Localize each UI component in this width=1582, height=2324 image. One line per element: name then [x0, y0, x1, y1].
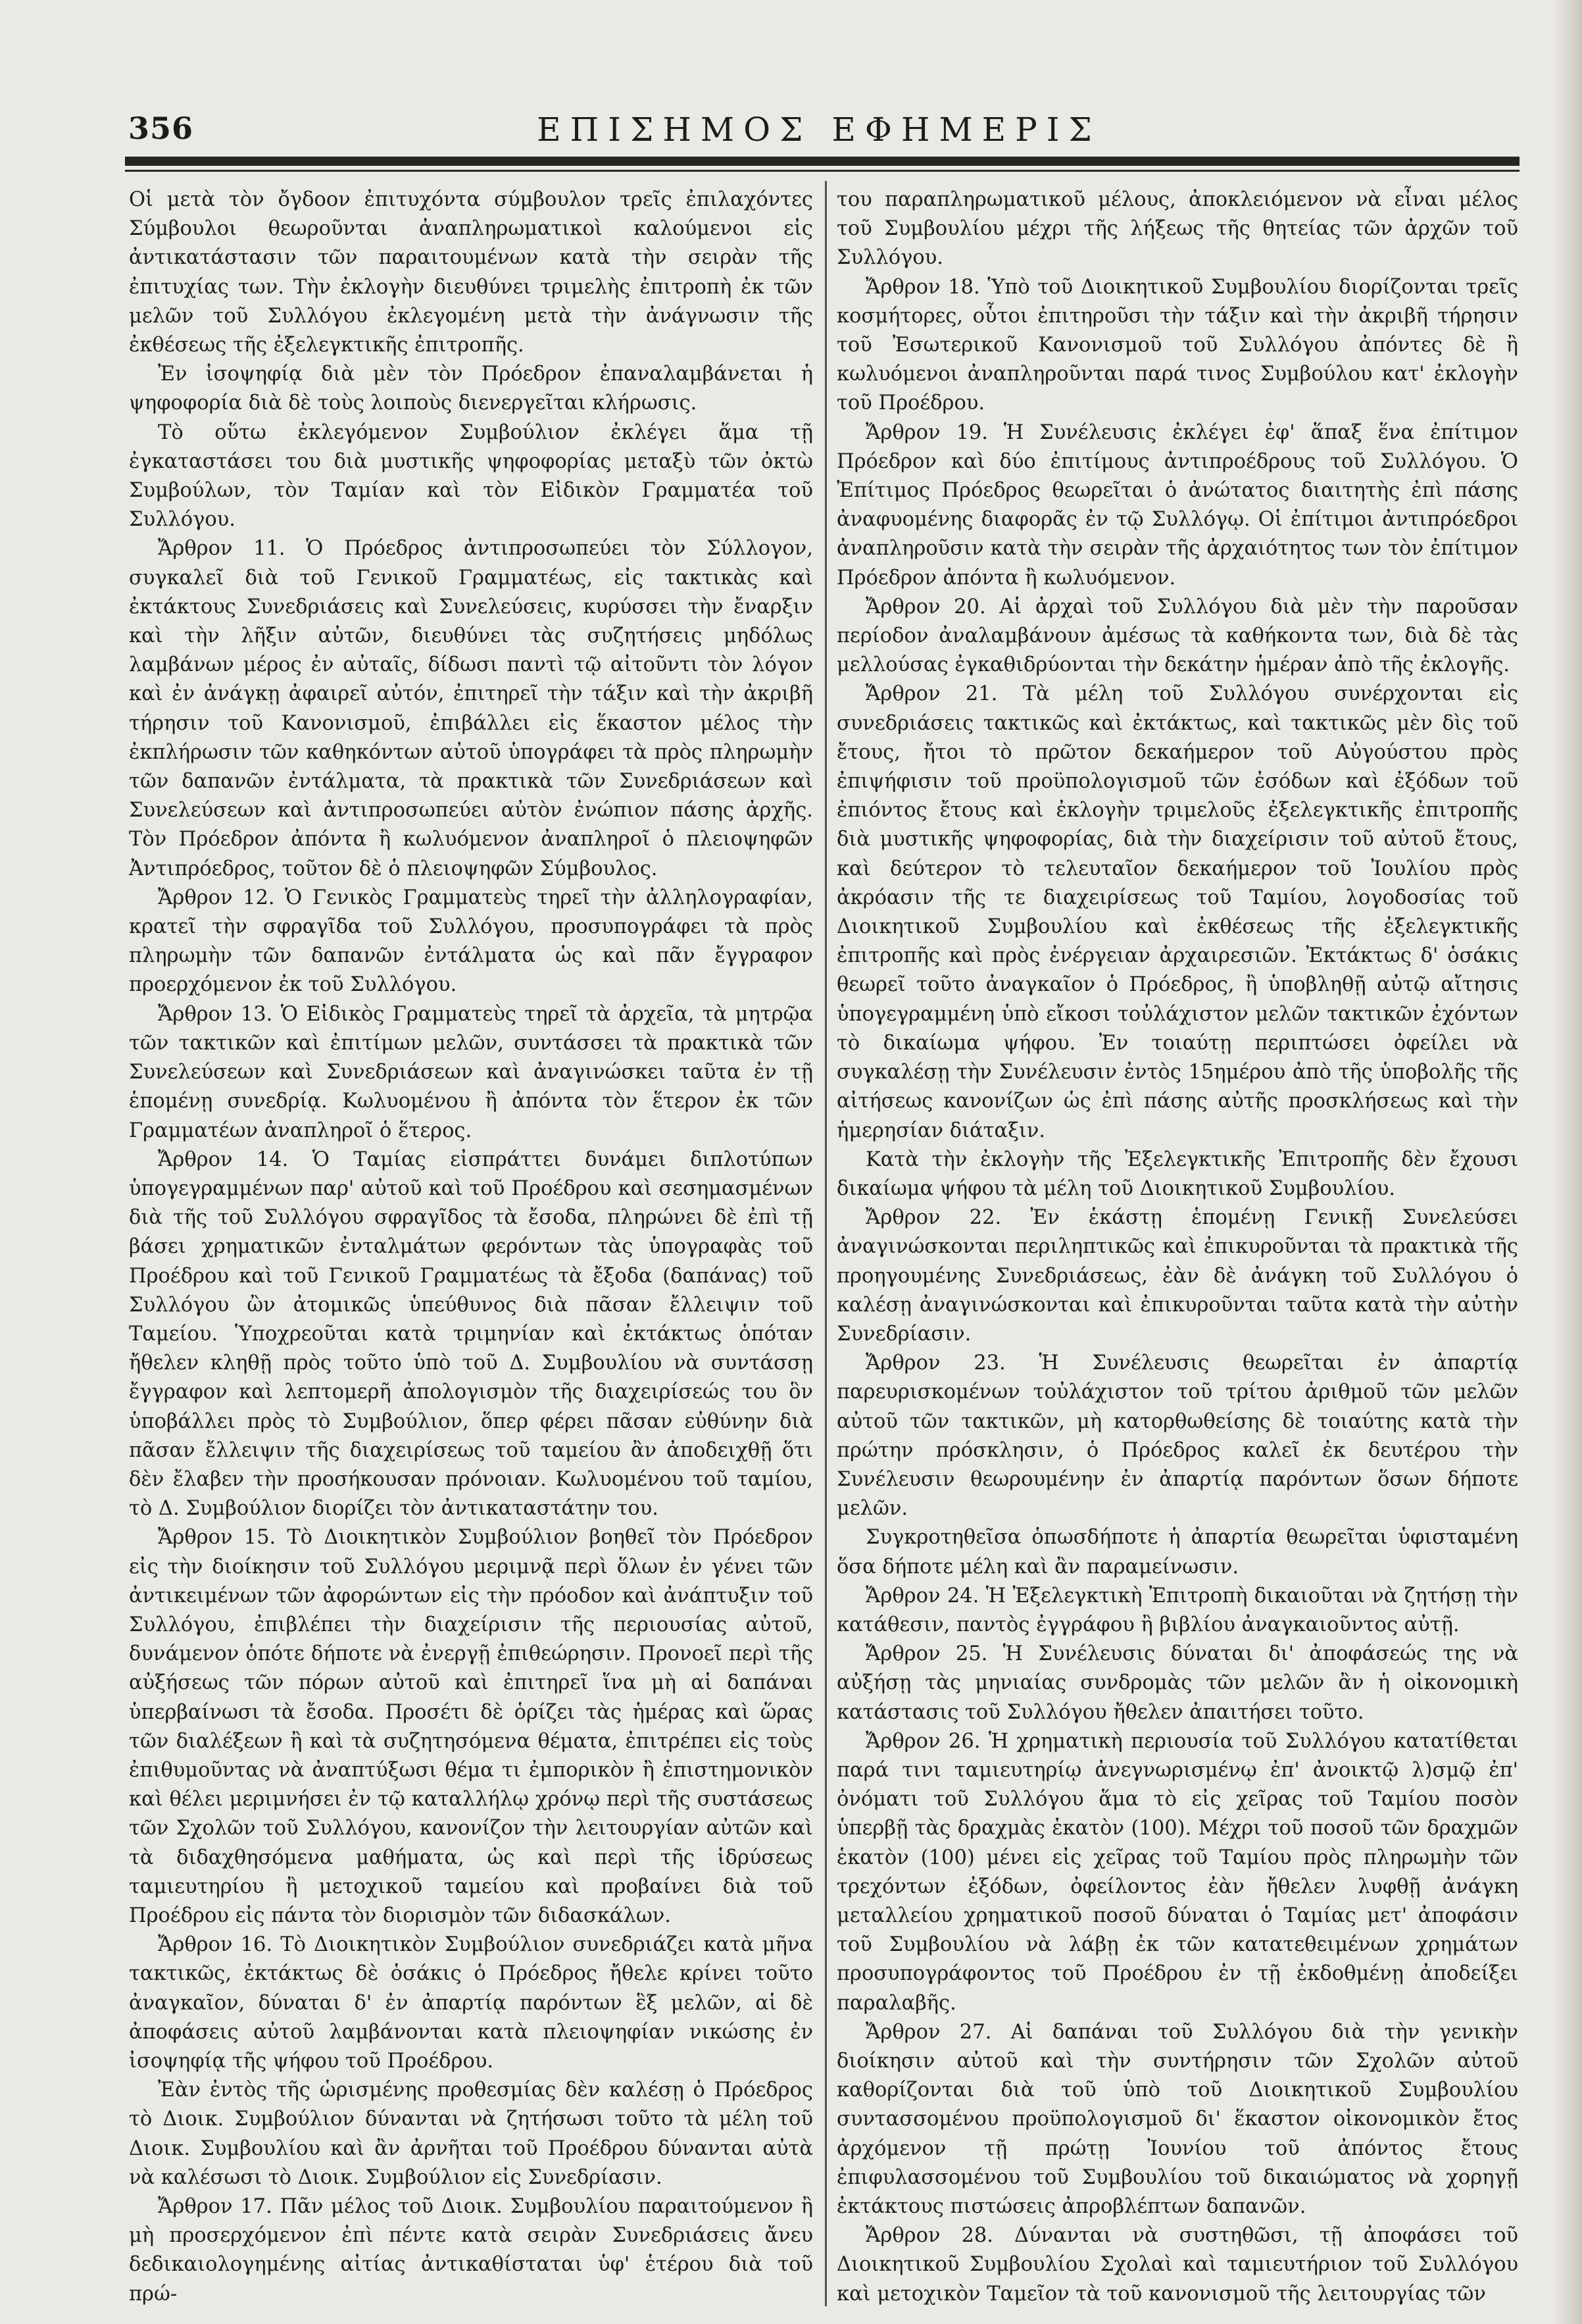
- paragraph: του παραπληρωματικοῦ μέλους, ἀποκλειόμενον νὰ εἶναι μέλος τοῦ Συμβουλίου μέχρι τῆς λήξεως τῆς θητείας τῶν ἀρχῶν τοῦ Συλλόγου.: [837, 188, 1518, 270]
- paragraph: Ἄρθρον 11. Ὁ Πρόεδρος ἀντιπροσωπεύει τὸν Σύλλογον, συγκαλεῖ διὰ τοῦ Γενικοῦ Γραμματέως, εἰς τακτικὰς καὶ ἐκτάκτους Συνεδριάσεις καὶ Συνελεύσεις, κυρύσσει τὴν ἔναρξιν καὶ τὴν λῆξιν αὐτῶν, διευθύνει τὰς συζητήσεις μηδόλως λαμβάνων μέρος ἐν αὐταῖς, δίδωσι παντὶ τῷ αἰτοῦντι τὸν λόγον καὶ ἐν ἀνάγκῃ ἀφαιρεῖ αὐτόν, ἐπιτηρεῖ τὴν τάξιν καὶ τὴν ἀκριβῆ τήρησιν τοῦ Κανονισμοῦ, ἐπιβάλλει εἰς ἕκαστον μέλος τὴν ἐκπλήρωσιν τῶν καθηκόντων αὐτοῦ ὑπογράφει τὰ πρὸς πληρωμὴν τῶν δαπανῶν ἐντάλματα, τὰ πρακτικὰ τῶν Συνεδριάσεων καὶ Συνελεύσεων καὶ ἀντιπροσωπεύει αὐτὸν ἐνώπιον πάσης ἀρχῆς. Τὸν Πρόεδρον ἀπόντα ἢ κωλυόμενον ἀναπληροῖ ὁ πλειοψηφῶν Ἀντιπρόεδρος, τοῦτον δὲ ὁ πλειοψηφῶν Σύμβουλος.: [129, 537, 813, 880]
- page-header: [115, 105, 1523, 158]
- paragraph: Ἄρθρον 22. Ἐν ἑκάστῃ ἑπομένῃ Γενικῇ Συνελεύσει ἀναγινώσκονται περιληπτικῶς καὶ ἐπικυροῦνται τὰ πρακτικὰ τῆς προηγουμένης Συνεδριάσεως, ἐὰν δὲ ἀνάγκη τοῦ Συλλόγου ὁ καλέσῃ ἀναγινώσκονται καὶ ἐπικυροῦνται ταῦτα κατὰ τὴν αὐτὴν Συνεδρίασιν.: [837, 1206, 1518, 1346]
- paragraph: Κατὰ τὴν ἐκλογὴν τῆς Ἐξελεγκτικῆς Ἐπιτροπῆς δὲν ἔχουσι δικαίωμα ψήφου τὰ μέλη τοῦ Διοικητικοῦ Συμβουλίου.: [837, 1148, 1518, 1200]
- paragraph: Ἄρθρον 17. Πᾶν μέλος τοῦ Διοικ. Συμβουλίου παραιτούμενον ἢ μὴ προσερχόμενον ἐπὶ πέντε κατὰ σειρὰν Συνεδριάσεις ἄνευ δεδικαιολογημένης αἰτίας ἀντικαθίσταται ὑφ' ἑτέρου διὰ τοῦ πρώ-: [129, 2195, 813, 2306]
- paragraph: Ἄρθρον 19. Ἡ Συνέλευσις ἐκλέγει ἐφ' ἅπαξ ἕνα ἐπίτιμον Πρόεδρον καὶ δύο ἐπιτίμους ἀντιπροέδρους τοῦ Συλλόγου. Ὁ Ἐπίτιμος Πρόεδρος θεωρεῖται ὁ ἀνώτατος διαιτητὴς ἐπὶ πάσης ἀναφυομένης διαφορᾶς ἐν τῷ Συλλόγῳ. Οἱ ἐπίτιμοι ἀντιπρόεδροι ἀναπληροῦσιν κατὰ τὴν σειρὰν τῆς ἀρχαιότητος των τὸν ἐπίτιμον Πρόεδρον ἀπόντα ἢ κωλυόμενον.: [837, 420, 1518, 590]
- left-column: [129, 186, 813, 2311]
- paragraph: Ἄρθρον 27. Αἱ δαπάναι τοῦ Συλλόγου διὰ τὴν γενικὴν διοίκησιν αὐτοῦ καὶ τὴν συντήρησιν τῶν Σχολῶν αὐτοῦ καθορίζονται διὰ τοῦ ὑπὸ τοῦ Διοικητικοῦ Συμβουλίου συντασσομένου προϋπολογισμοῦ δι' ἕκαστον οἰκονομικὸν ἔτος ἀρχόμενον τῇ πρώτῃ Ἰουνίου τοῦ ἀπόντος ἔτους ἐπιφυλασσομένου τοῦ Συμβουλίου τοῦ δικαιώματος νὰ χορηγῇ ἐκτάκτους πιστώσεις ἀπροβλέπτων δαπανῶν.: [837, 2020, 1518, 2219]
- paragraph: Ἄρθρον 24. Ἡ Ἐξελεγκτικὴ Ἐπιτροπὴ δικαιοῦται νὰ ζητήσῃ τὴν κατάθεσιν, παντὸς ἐγγράφου ἢ βιβλίου ἀναγκαιοῦντος αὐτῇ.: [837, 1584, 1518, 1636]
- paragraph: Ἄρθρον 18. Ὑπὸ τοῦ Διοικητικοῦ Συμβουλίου διορίζονται τρεῖς κοσμήτορες, οὗτοι ἐπιτηροῦσι τὴν τάξιν καὶ τὴν ἀκριβῆ τήρησιν τοῦ Ἐσωτερικοῦ Κανονισμοῦ τοῦ Συλλόγου ἀπόντες δὲ ἢ κωλυόμενοι ἀναπληροῦνται παρά τινος Συμβούλου κατ' ἐκλογὴν τοῦ Προέδρου.: [837, 275, 1518, 415]
- paragraph: Ἄρθρον 26. Ἡ χρηματικὴ περιουσία τοῦ Συλλόγου κατατίθεται παρά τινι ταμιευτηρίῳ ἀνεγνωρισμένῳ ἐπ' ἀνοικτῷ λ)σμῷ ἐπ' ὀνόματι τοῦ Συλλόγου ἅμα τὸ εἰς χεῖρας τοῦ Ταμίου ποσὸν ὑπερβῇ τὰς δραχμὰς ἑκατὸν (100). Μέχρι τοῦ ποσοῦ τῶν δραχμῶν ἑκατὸν (100) μένει εἰς χεῖρας τοῦ Ταμίου πρὸς πληρωμὴν τῶν τρεχόντων ἐξόδων, ὀφείλοντος ἐὰν ἤθελεν λυφθῇ ἀνάγκη μεταλλείου χρηματικοῦ ποσοῦ δύναται ὁ Ταμίας μετ' ἀποφάσιν τοῦ Συμβουλίου νὰ λάβῃ ἐκ τῶν κατατεθειμένων χρημάτων προσυπογράφοντος τοῦ Προέδρου ἐν τῇ ἐκδοθμένῃ ἀποδείξει παραλαβῆς.: [837, 1729, 1518, 2015]
- paragraph: Οἱ μετὰ τὸν ὄγδοον ἐπιτυχόντα σύμβουλον τρεῖς ἐπιλαχόντες Σύμβουλοι θεωροῦνται ἀναπληρωματικοὶ καλούμενοι εἰς ἀντικατάστασιν τῶν παραιτουμένων κατὰ τὴν σειρὰν τῆς ἐπιτυχίας των. Τὴν ἐκλογὴν διευθύνει τριμελὴς ἐπιτροπὴ ἐκ τῶν μελῶν τοῦ Συλλόγου ἐκλεγομένη μετὰ τὴν ἀνάγνωσιν τῆς ἐκθέσεως τῆς ἐξελεγκτικῆς ἐπιτροπῆς.: [129, 188, 813, 357]
- paragraph: Ἄρθρον 13. Ὁ Εἰδικὸς Γραμματεὺς τηρεῖ τὰ ἀρχεῖα, τὰ μητρῷα τῶν τακτικῶν καὶ ἐπιτίμων μελῶν, συντάσσει τὰ πρακτικὰ τῶν Συνελεύσεων καὶ Συνεδριάσεων καὶ ἀναγινώσκει ταῦτα ἐν τῇ ἑπομένῃ συνεδρίᾳ. Κωλυομένου ἢ ἀπόντα τὸν ἕτερον ἐκ τῶν Γραμματέων ἀναπληροῖ ὁ ἕτερος.: [129, 1002, 813, 1142]
- paragraph: Ἄρθρον 15. Τὸ Διοικητικὸν Συμβούλιον βοηθεῖ τὸν Πρόεδρον εἰς τὴν διοίκησιν τοῦ Συλλόγου μεριμνᾷ περὶ ὅλων ἐν γένει τῶν ἀντικειμένων τῶν ἀφορώντων εἰς τὴν πρόοδον καὶ ἀνάπτυξιν τοῦ Συλλόγου, ἐπιβλέπει τὴν διαχείρισιν τῆς περιουσίας αὐτοῦ, δυνάμενον ὁπότε δήποτε νὰ ἐνεργῇ ἐπιθεώρησιν. Προνοεῖ περὶ τῆς αὐξήσεως τῶν πόρων αὐτοῦ καὶ ἐπιτηρεῖ ἵνα μὴ αἱ δαπάναι ὑπερβαίνωσι τὰ ἔσοδα. Προσέτι δὲ ὁρίζει τὰς ἡμέρας καὶ ὥρας τῶν διαλέξεων ἢ καὶ τὰ συζητησόμενα θέματα, ἐπιτρέπει εἰς τοὺς ἐπιθυμοῦντας νὰ ἀναπτύξωσι θέμα τι ἐμπορικὸν ἢ ἐπιστημονικὸν καὶ θέλει μεριμνήσει ἐν τῷ καταλλήλῳ χρόνῳ περὶ τῆς συστάσεως τῶν Σχολῶν τοῦ Συλλόγου, κανονίζον τὴν λειτουργίαν αὐτῶν καὶ τὰ διδαχθησόμενα μαθήματα, ὡς καὶ περὶ τῆς ἱδρύσεως ταμιευτηρίου ἢ μετοχικοῦ ταμείου καὶ προβαίνει διὰ τοῦ Προέδρου εἰς πάντα τὸν διορισμὸν τῶν διδασκάλων.: [129, 1526, 813, 1927]
- right-column: [837, 186, 1518, 2311]
- paragraph: Ἄρθρον 20. Αἱ ἀρχαὶ τοῦ Συλλόγου διὰ μὲν τὴν παροῦσαν περίοδον ἀναλαμβάνουν ἀμέσως τὰ καθήκοντα των, διὰ δὲ τὰς μελλούσας ἐγκαθιδρύονται τὴν δεκάτην ἡμέραν ἀπὸ τῆς ἐκλογῆς.: [837, 595, 1518, 677]
- paragraph: Ἐν ἰσοψηφίᾳ διὰ μὲν τὸν Πρόεδρον ἐπαναλαμβάνεται ἡ ψηφοφορία διὰ δὲ τοὺς λοιποὺς διενεργεῖται κλήρωσις.: [129, 363, 813, 415]
- header-rule-thick: [125, 157, 1520, 166]
- paragraph: Ἄρθρον 12. Ὁ Γενικὸς Γραμματεὺς τηρεῖ τὴν ἀλληλογραφίαν, κρατεῖ τὴν σφραγῖδα τοῦ Συλλόγου, προσυπογράφει τὰ πρὸς πληρωμὴν τῶν δαπανῶν ἐντάλματα ὡς καὶ πᾶν ἔγγραφον προερχόμενον ἐκ τοῦ Συλλόγου.: [129, 886, 813, 997]
- paragraph: Ἄρθρον 28. Δύνανται νὰ συστηθῶσι, τῇ ἀποφάσει τοῦ Διοικητικοῦ Συμβουλίου Σχολαὶ καὶ ταμιευτήριον τοῦ Συλλόγου καὶ μετοχικὸν Ταμεῖον τὰ τοῦ κανονισμοῦ τῆς λειτουργίας τῶν: [837, 2224, 1518, 2306]
- header-rule-thin: [125, 170, 1520, 172]
- column-divider: [825, 181, 827, 2306]
- paragraph: Ἐὰν ἐντὸς τῆς ὡρισμένης προθεσμίας δὲν καλέσῃ ὁ Πρόεδρος τὸ Διοικ. Συμβούλιον δύνανται νὰ ζητήσωσι τοῦτο τὰ μέλη τοῦ Διοικ. Συμβουλίου καὶ ἂν ἀρνῆται τοῦ Προέδρου δύνανται αὐτὰ νὰ καλέσωσι τὸ Διοικ. Συμβούλιον εἰς Συνεδρίασιν.: [129, 2079, 813, 2189]
- paragraph: Ἄρθρον 23. Ἡ Συνέλευσις θεωρεῖται ἐν ἀπαρτίᾳ παρευρισκομένων τοὐλάχιστον τοῦ τρίτου ἀριθμοῦ τῶν μελῶν αὐτοῦ τῶν τακτικῶν, μὴ κατορθωθείσης δὲ τοιαύτης κατὰ τὴν πρώτην πρόσκλησιν, ὁ Πρόεδρος καλεῖ ἐκ δευτέρου τὴν Συνέλευσιν θεωρουμένην ἐν ἀπαρτίᾳ παρόντων ὅσων δήποτε μελῶν.: [837, 1351, 1518, 1521]
- paragraph: Συγκροτηθεῖσα ὁπωσδήποτε ἡ ἀπαρτία θεωρεῖται ὑφισταμένη ὅσα δήποτε μέλη καὶ ἂν παραμείνωσιν.: [837, 1526, 1518, 1579]
- paragraph: Ἄρθρον 14. Ὁ Ταμίας εἰσπράττει δυνάμει διπλοτύπων ὑπογεγραμμένων παρ' αὐτοῦ καὶ τοῦ Προέδρου καὶ σεσημασμένων διὰ τῆς τοῦ Συλλόγου σφραγῖδος τὰ ἔσοδα, πληρώνει δὲ ἐπὶ τῇ βάσει χρηματικῶν ἐνταλμάτων φερόντων τὰς ὑπογραφὰς τοῦ Προέδρου καὶ τοῦ Γενικοῦ Γραμματέως τὰ ἔξοδα (δαπάνας) τοῦ Συλλόγου ὢν ἀτομικῶς ὑπεύθυνος διὰ πᾶσαν ἔλλειψιν τοῦ Ταμείου. Ὑποχρεοῦται κατὰ τριμηνίαν καὶ ἐκτάκτως ὁπόταν ἤθελεν κληθῇ πρὸς τοῦτο ὑπὸ τοῦ Δ. Συμβουλίου νὰ συντάσσῃ ἔγγραφον καὶ λεπτομερῆ ἀπολογισμὸν τῆς διαχειρίσεώς του ὃν ὑποβάλλει πρὸς τὸ Συμβούλιον, ὅπερ φέρει πᾶσαν εὐθύνην διὰ πᾶσαν ἔλλειψιν τῆς διαχειρίσεως τοῦ ταμείου ἂν ἀποδειχθῇ ὅτι δὲν ἔλαβεν τὴν προσήκουσαν πρόνοιαν. Κωλυομένου τοῦ ταμίου, τὸ Δ. Συμβούλιον διορίζει τὸν ἀντικαταστάτην του.: [129, 1148, 813, 1521]
- paragraph: Ἄρθρον 25. Ἡ Συνέλευσις δύναται δι' ἀποφάσεώς της νὰ αὐξήσῃ τὰς μηνιαίας συνδρομὰς τῶν μελῶν ἂν ἡ οἰκονομικὴ κατάστασις τοῦ Συλλόγου ἤθελεν ἀπαιτήσει τοῦτο.: [837, 1642, 1518, 1724]
- scan-edge-shadow: [1554, 0, 1582, 2324]
- paragraph: Ἄρθρον 16. Τὸ Διοικητικὸν Συμβούλιον συνεδριάζει κατὰ μῆνα τακτικῶς, ἐκτάκτως δὲ ὁσάκις ὁ Πρόεδρος ἤθελε κρίνει τοῦτο ἀναγκαῖον, δύναται δ' ἐν ἀπαρτίᾳ παρόντων ἓξ μελῶν, αἱ δὲ ἀποφάσεις αὐτοῦ λαμβάνονται κατὰ πλειοψηφίαν νικώσης ἐν ἰσοψηφίᾳ τῆς ψήφου τοῦ Προέδρου.: [129, 1933, 813, 2073]
- paragraph: Ἄρθρον 21. Τὰ μέλη τοῦ Συλλόγου συνέρχονται εἰς συνεδριάσεις τακτικῶς καὶ ἐκτάκτως, καὶ τακτικῶς μὲν δὶς τοῦ ἔτους, ἤτοι τὸ πρῶτον δεκαήμερον τοῦ Αὐγούστου πρὸς ἐπιψήφισιν τοῦ προϋπολογισμοῦ τῶν ἐσόδων καὶ ἐξόδων τοῦ ἐπιόντος ἔτους καὶ ἐκλογὴν τριμελοῦς ἐξελεγκτικῆς ἐπιτροπῆς διὰ μυστικῆς ψηφοφορίας, διὰ τὴν διαχείρισιν τοῦ αὐτοῦ ἔτους, καὶ δεύτερον τὸ τελευταῖον δεκαήμερον τοῦ Ἰουλίου πρὸς ἀκρόασιν τῆς τε διαχειρίσεως τοῦ Ταμίου, λογοδοσίας τοῦ Διοικητικοῦ Συμβουλίου καὶ ἐκθέσεως τῆς ἐξελεγκτικῆς ἐπιτροπῆς καὶ πρὸς ἐνέργειαν ἀρχαιρεσιῶν. Ἐκτάκτως δ' ὁσάκις θεωρεῖ τοῦτο ἀναγκαῖον ὁ Πρόεδρος, ἢ ὑποβληθῇ αὐτῷ αἴτησις ὑπογεγραμμένη ὑπὸ εἴκοσι τοὐλάχιστον μελῶν τακτικῶν ἐχόντων τὸ δικαίωμα ψήφου. Ἐν τοιαύτῃ περιπτώσει ὀφείλει νὰ συγκαλέσῃ τὴν Συνέλευσιν ἐντὸς 15ημέρου ἀπὸ τῆς ὑποβολῆς τῆς αἰτήσεως κανονίζων ὡς ἐπὶ πάσης αὐτῆς προσκλήσεως καὶ τὴν ἡμερησίαν διάταξιν.: [837, 682, 1518, 1142]
- paragraph: Τὸ οὕτω ἐκλεγόμενον Συμβούλιον ἐκλέγει ἅμα τῇ ἐγκαταστάσει του διὰ μυστικῆς ψηφοφορίας μεταξὺ τῶν ὀκτὼ Συμβούλων, τὸν Ταμίαν καὶ τὸν Εἰδικὸν Γραμματέα τοῦ Συλλόγου.: [129, 420, 813, 532]
- running-title: ΕΠΙΣΗΜΟΣ ΕΦΗΜΕΡΙΣ: [537, 111, 1101, 149]
- page-number: 356: [128, 111, 194, 146]
